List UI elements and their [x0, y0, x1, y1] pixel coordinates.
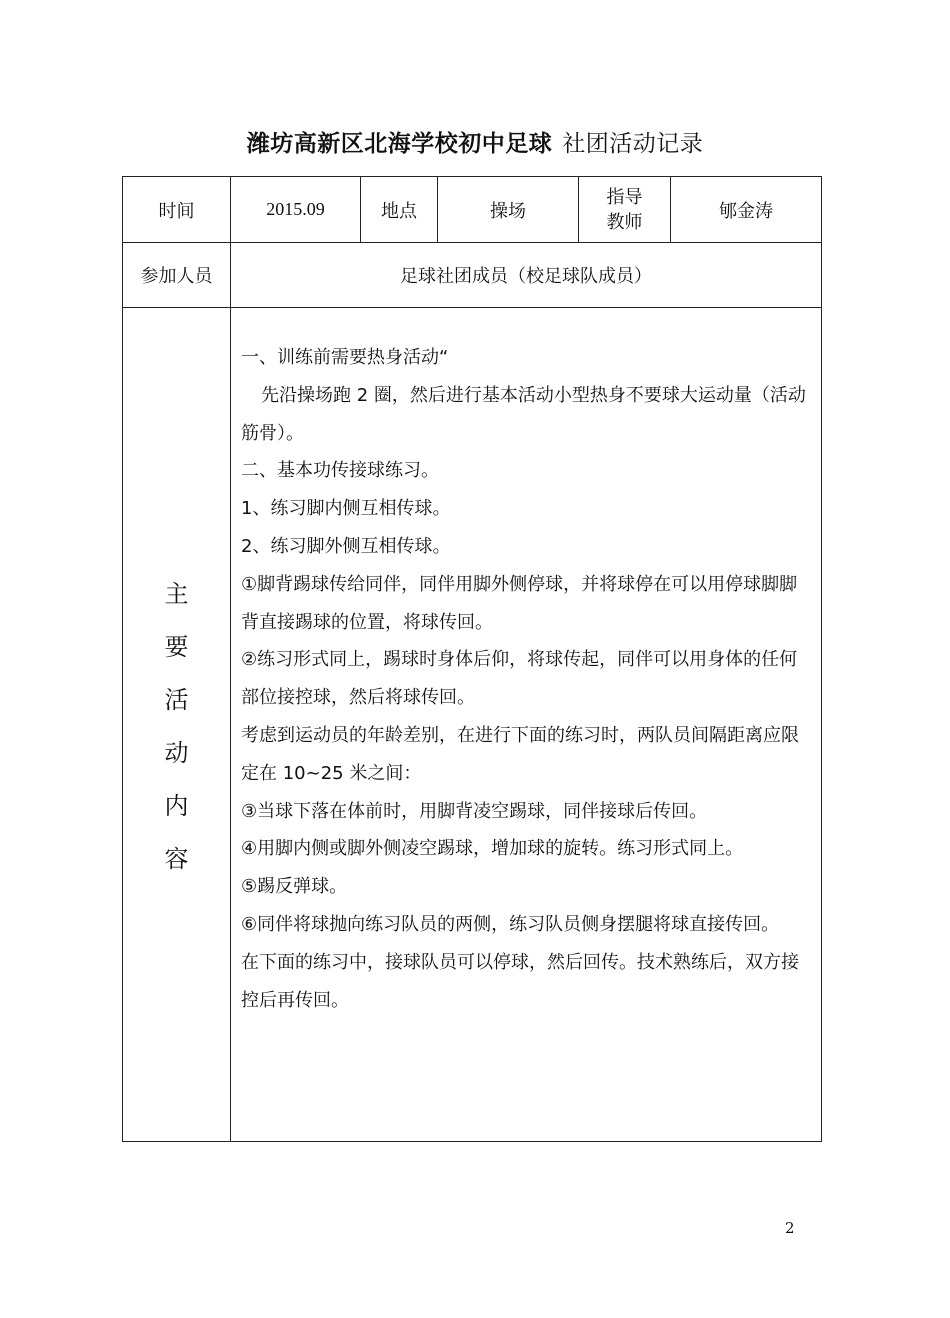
time-value: 2015.09	[231, 177, 361, 243]
time-label: 时间	[123, 177, 231, 243]
teacher-label	[579, 177, 671, 243]
page-number: 2	[785, 1219, 795, 1237]
content-paragraph: 2、练习脚外侧互相传球。	[241, 535, 451, 557]
content-paragraph: ①脚背踢球传给同伴，同伴用脚外侧停球，并将球停在可以用停球脚脚背直接踢球的位置，将球传回。	[241, 573, 798, 633]
participants-row	[123, 243, 822, 308]
teacher-label-line1: 指导	[606, 186, 643, 208]
content-label-char: 主	[164, 579, 189, 608]
activity-content	[231, 308, 821, 1019]
content-paragraph: ⑤踢反弹球。	[241, 876, 348, 898]
content-label-char: 要	[164, 632, 189, 661]
content-paragraph: ③当球下落在体前时，用脚背凌空踢球，同伴接球后传回。	[241, 800, 708, 822]
title-school: 潍坊高新区北海学校初中足球	[246, 131, 553, 157]
content-paragraph: 二、基本功传接球练习。	[241, 460, 439, 482]
teacher-label-line2: 教师	[606, 211, 643, 233]
content-label-char: 活	[164, 685, 189, 714]
content-label	[123, 308, 231, 1142]
place-value: 操场	[438, 177, 579, 243]
content-label-char: 内	[164, 791, 189, 820]
content-paragraph: 考虑到运动员的年龄差别，在进行下面的练习时，两队员间隔距离应限定在 10~25 米之间：	[241, 724, 799, 784]
content-paragraph: ⑥同伴将球抛向练习队员的两侧，练习队员侧身摆腿将球直接传回。	[241, 913, 780, 935]
content-row	[123, 308, 822, 1142]
content-paragraph: ④用脚内侧或脚外侧凌空踢球，增加球的旋转。练习形式同上。	[241, 838, 744, 860]
content-body	[231, 308, 822, 1142]
title-record: 社团活动记录	[562, 131, 704, 157]
content-label-vertical	[123, 564, 230, 886]
page-title	[0, 126, 950, 162]
teacher-value: 郇金涛	[671, 177, 822, 243]
content-paragraph: 在下面的练习中，接球队员可以停球，然后回传。技术熟练后，双方接控后再传回。	[241, 951, 799, 1011]
content-paragraph: 先沿操场跑 2 圈，然后进行基本活动小型热身不要球大运动量（活动筋骨）。	[241, 384, 806, 444]
content-label-char: 动	[164, 738, 189, 767]
participants-value: 足球社团成员（校足球队成员）	[231, 243, 822, 308]
activity-record-table	[122, 176, 822, 1142]
content-label-char: 容	[164, 844, 189, 873]
content-paragraph: 1、练习脚内侧互相传球。	[241, 498, 451, 520]
participants-label: 参加人员	[123, 243, 231, 308]
place-label: 地点	[361, 177, 438, 243]
content-paragraph: ②练习形式同上，踢球时身体后仰，将球传起，同伴可以用身体的任何部位接控球，然后将球传回。	[241, 649, 798, 709]
header-row	[123, 177, 822, 243]
content-paragraph: 一、训练前需要热身活动“	[241, 347, 449, 368]
